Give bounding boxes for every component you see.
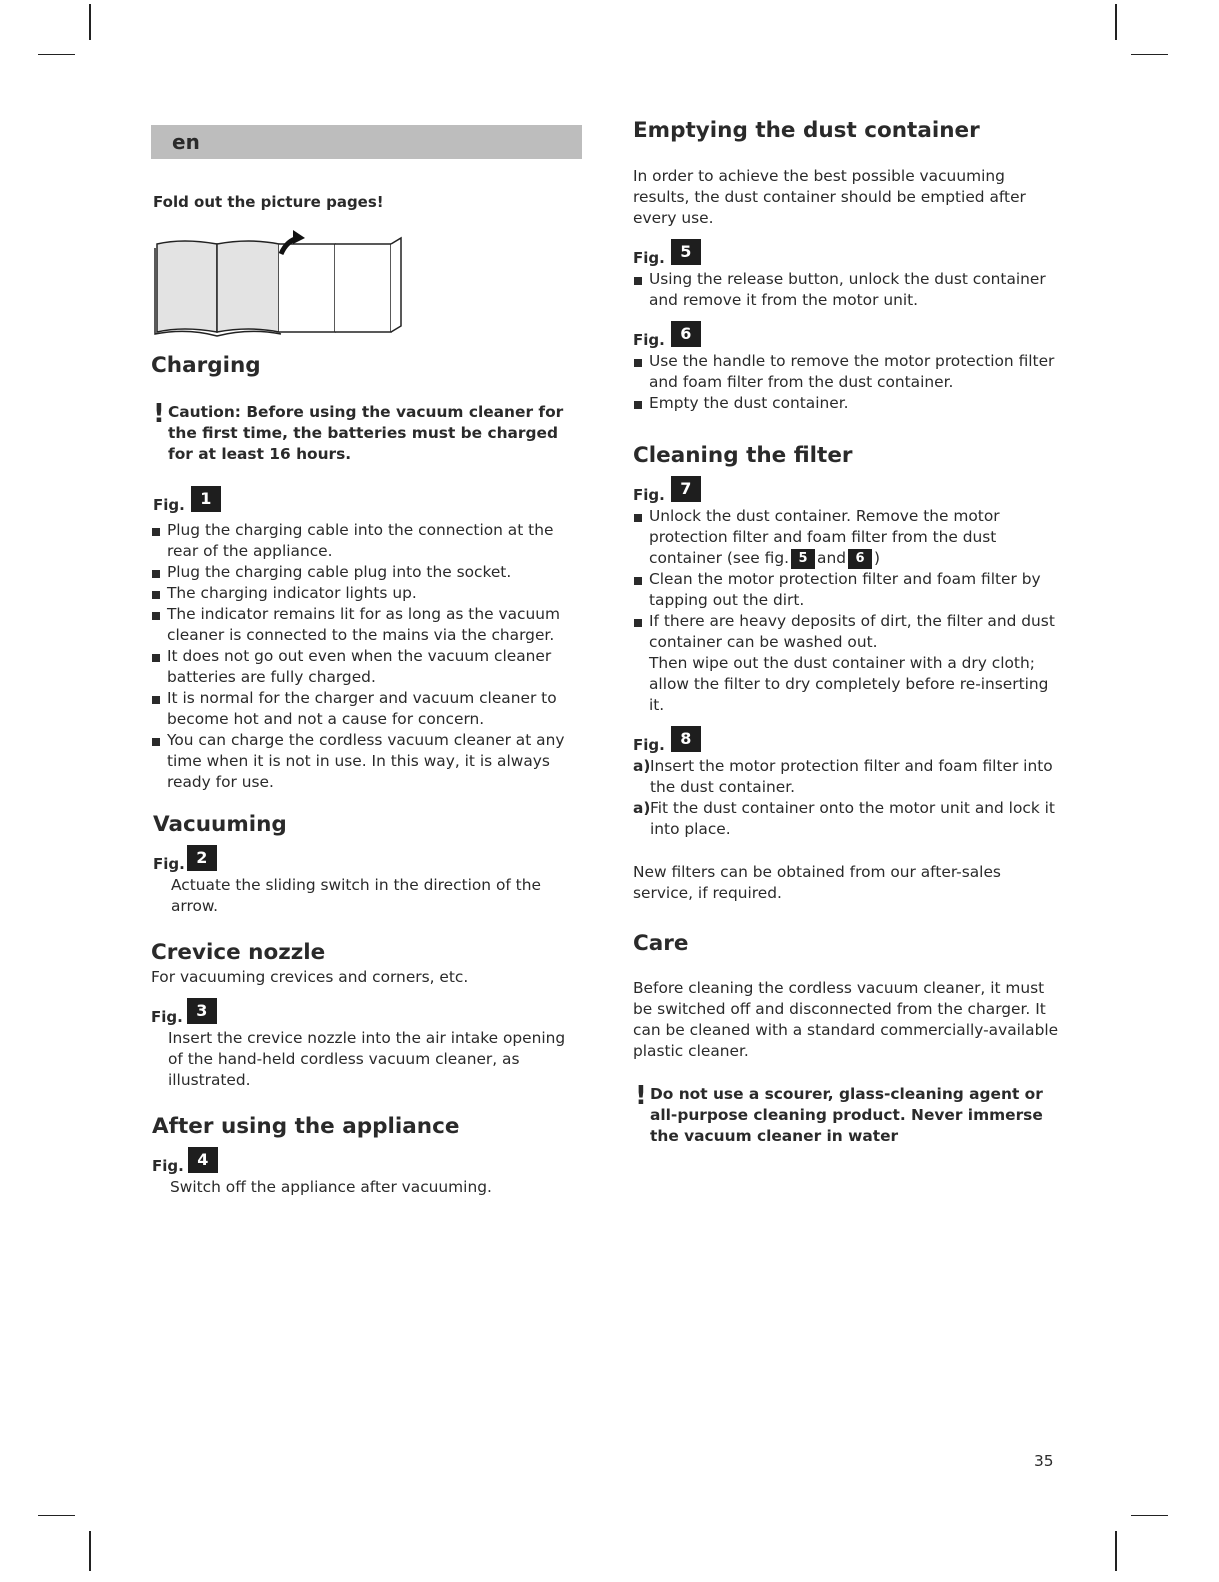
fig-badge-7: 7 (671, 476, 701, 502)
fig-row-8 (633, 730, 1059, 756)
crop-mark (38, 1515, 75, 1516)
care-heading: Care (633, 931, 689, 956)
warning-icon: ! (153, 399, 165, 429)
list-item: It is normal for the charger and vacuum cleaner to become hot and not a cause for concern. (151, 688, 581, 730)
list-item: The indicator remains lit for as long as the vacuum cleaner is connected to the mains via the charger. (151, 604, 581, 646)
and-text: and (817, 549, 846, 567)
crop-mark (1131, 1515, 1168, 1516)
step-item (633, 756, 1059, 798)
fig-ref-6: 6 (848, 549, 872, 569)
list-item: Empty the dust container. (633, 393, 1059, 414)
charging-list (151, 520, 581, 793)
fig-ref-5: 5 (791, 549, 815, 569)
fig-badge-4: 4 (188, 1147, 218, 1173)
crop-mark (89, 4, 91, 40)
fig-badge-8: 8 (671, 726, 701, 752)
crop-mark (1115, 4, 1117, 40)
fig-label: Fig. (152, 1157, 184, 1175)
step-label: a) (633, 799, 651, 817)
charging-caution (151, 399, 581, 465)
emptying-heading: Emptying the dust container (633, 118, 980, 143)
fig-row-4 (152, 1151, 581, 1177)
fig-badge-6: 6 (671, 321, 701, 347)
filter-heading: Cleaning the filter (633, 443, 853, 468)
list-item: Plug the charging cable into the connection at the rear of the appliance. (151, 520, 581, 562)
step-label: a) (633, 757, 651, 775)
list-item (633, 611, 1059, 716)
fig-row-3 (151, 1002, 581, 1028)
crevice-subtitle: For vacuuming crevices and corners, etc. (151, 968, 469, 986)
fold-note: Fold out the picture pages! (153, 193, 384, 211)
caution-text: Caution: Before using the vacuum cleaner for the first time, the batteries must be charged for at least 16 hours. (168, 403, 564, 463)
filter-note: New filters can be obtained from our after-sales service, if required. (633, 863, 1001, 902)
fig-label: Fig. (153, 496, 185, 514)
list-item: Use the handle to remove the motor protection filter and foam filter from the dust container. (633, 351, 1059, 393)
step-text: Insert the motor protection filter and foam filter into the dust container. (650, 757, 1053, 796)
crevice-heading: Crevice nozzle (151, 940, 326, 965)
fig-label: Fig. (633, 736, 665, 754)
filter-list (633, 506, 1059, 716)
fig-label: Fig. (633, 331, 665, 349)
fig-badge-1: 1 (191, 486, 221, 512)
emptying-list-b (633, 351, 1059, 414)
page-number: 35 (1034, 1452, 1054, 1470)
fig-badge-2: 2 (187, 845, 217, 871)
after-use-heading: After using the appliance (152, 1114, 460, 1139)
list-item: You can charge the cordless vacuum cleaner at any time when it is not in use. In this way, it is always ready for use. (151, 730, 581, 793)
fig-row-7 (633, 480, 1059, 506)
step-text: Fit the dust container onto the motor unit and lock it into place. (650, 799, 1055, 838)
fold-out-pages-illustration (153, 228, 409, 340)
step-item (633, 798, 1059, 840)
crop-mark (38, 54, 75, 55)
crop-mark (89, 1531, 91, 1571)
fig-row-5 (633, 243, 1059, 269)
care-warning (633, 1081, 1059, 1147)
emptying-list-a (633, 269, 1059, 311)
fig-label: Fig. (633, 249, 665, 267)
fig-badge-5: 5 (671, 239, 701, 265)
vacuuming-text: Actuate the sliding switch in the direction of the arrow. (171, 876, 541, 915)
fig-row-6 (633, 325, 1059, 351)
warning-text: Do not use a scourer, glass-cleaning agent or all-purpose cleaning product. Never immerse the vacuum cleaner in water (650, 1085, 1043, 1145)
fig-row-2 (153, 849, 581, 875)
fig-label: Fig. (153, 855, 185, 873)
filter-item-3-text: If there are heavy deposits of dirt, the filter and dust container can be washed out. (649, 612, 1055, 651)
filter-item-3-cont: Then wipe out the dust container with a dry cloth; allow the filter to dry completely before re-inserting it. (649, 654, 1049, 714)
list-item (633, 506, 1059, 569)
list-item: The charging indicator lights up. (151, 583, 581, 604)
list-item: Using the release button, unlock the dust container and remove it from the motor unit. (633, 269, 1059, 311)
fig-row-1 (153, 490, 581, 516)
crevice-text: Insert the crevice nozzle into the air intake opening of the hand-held cordless vacuum cleaner, as illustrated. (168, 1029, 566, 1089)
fig-badge-3: 3 (187, 998, 217, 1024)
after-use-text: Switch off the appliance after vacuuming. (170, 1178, 492, 1196)
charging-heading: Charging (151, 353, 261, 378)
language-tab: en (151, 125, 582, 159)
filter-item-1-text: Unlock the dust container. Remove the motor protection filter and foam filter from the dust container (see fig. (649, 507, 1000, 567)
list-item: Clean the motor protection filter and foam filter by tapping out the dirt. (633, 569, 1059, 611)
care-text: Before cleaning the cordless vacuum cleaner, it must be switched off and disconnected from the charger. It can be cleaned with a standard commercially-available plastic cleaner. (633, 979, 1059, 1060)
fig-label: Fig. (633, 486, 665, 504)
list-item: It does not go out even when the vacuum cleaner batteries are fully charged. (151, 646, 581, 688)
crop-mark (1131, 54, 1168, 55)
close-paren: ) (874, 549, 881, 567)
crop-mark (1115, 1531, 1117, 1571)
warning-icon: ! (635, 1081, 647, 1111)
emptying-intro: In order to achieve the best possible vacuuming results, the dust container should be emptied after every use. (633, 167, 1026, 227)
list-item: Plug the charging cable plug into the socket. (151, 562, 581, 583)
filter-steps (633, 756, 1059, 840)
vacuuming-heading: Vacuuming (153, 812, 287, 837)
fig-label: Fig. (151, 1008, 183, 1026)
